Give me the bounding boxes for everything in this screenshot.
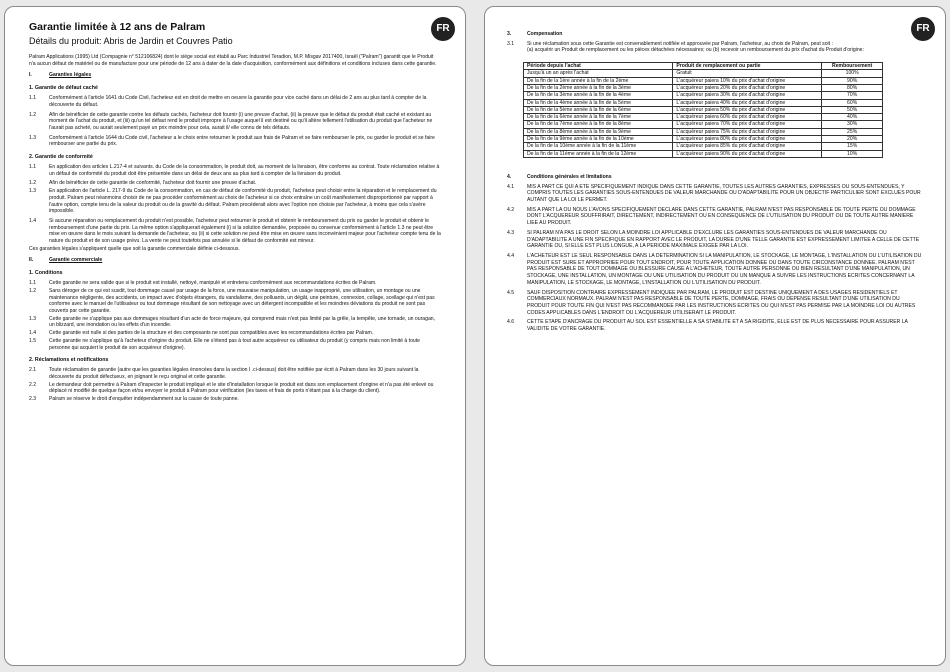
item-number: 1.1 <box>29 164 37 171</box>
table-cell: L'acquéreur paiera 30% du prix d'achat d'origine <box>673 92 822 99</box>
item-number: 1.4 <box>29 330 37 337</box>
list-item <box>507 41 923 54</box>
list-item <box>507 230 923 250</box>
list-hidden-defect <box>29 95 441 148</box>
table-cell: L'acquéreur paiera 70% du prix d'achat d'origine <box>673 121 822 128</box>
document-page-2 <box>484 6 946 666</box>
item-number: 4.3 <box>507 229 515 236</box>
item-text: SAUF DISPOSITION CONTRAIRE EXPRESSEMENT INDIQUEE PAR PALRAM, LE PRODUIT EST DESTINE UNIQUEMENT A DES USAGES RESIDENTIELS ET COMMERCIAUX NORMAUX. PALRAM N'EST PAS RESPONSABLE DE TOUTE PERTE, DOMMAGE, FRAIS OU DEPENSE RESULTANT D'UNE UTILISATION DU PRODUIT POUR TOUTE FIN QUI N'EST PAS RECOMMANDEE PAR LES INSTRUCTIONS ECRITES OU QUI N'EST PAS PERMISE PAR LA MOINDRE LOI OU AUTRES CODES APPLICABLES DANS L'ENDROIT OU L'ACQUEREUR UTILISERAIT LE PRODUIT. <box>527 289 916 316</box>
table-cell: L'acquéreur paiera 75% du prix d'achat d'origine <box>673 128 822 135</box>
intro-paragraph: Palram Applications (1995) Ltd (Compagnie n° 512106824) dont le siège social est établi au Parc Industriel Teradion, M.P. Misgav 2017400, Israël ("Palram") garantit que le Produit n'a aucun défaut de matériel ou de manufacture pour une période de 12 ans à dater de la date d'acquisition, conformément aux définitions et conditions incluses dans cette garantie. <box>29 54 437 67</box>
table-cell: L'acquéreur paiera 90% du prix d'achat d'origine <box>673 150 822 157</box>
item-text: Cette garantie ne s'applique pas aux dommages résultant d'un acte de force majeure, qui comprend mais n'est pas limité par la grêle, la tempête, une tornade, un ouragan, un blizzard, une inondation ou les effets d'un incendie. <box>49 315 436 329</box>
subsection-heading: 2. Réclamations et notifications <box>29 357 109 364</box>
table-cell: L'acquéreur paiera 40% du prix d'achat d'origine <box>673 99 822 106</box>
table-header-row <box>524 63 883 70</box>
section-heading-legal <box>29 72 441 79</box>
item-text: Si aucune réparation ou remplacement du produit n'est possible, l'acheteur peut retourner le produit et obtenir le remboursement du prix ou garder le produit et obtenir le remboursement d'une partie du prix. La même option s'appliquerait également (i) si la solution demandée, proposée ou convenue conformément à l'article 1.3 ne peut être mise en œuvre dans le mois suivant la demande de l'acheteur, ou (ii) si cette solution ne peut être mise en œuvre sans inconvénient majeur pour l'acheteur compte tenu de la nature du produit et de son usage prévu. La vente ne peut toutefois pas annulée si le défaut de conformité est mineur. <box>49 217 441 245</box>
column-header: Période depuis l'achat <box>524 63 673 70</box>
table-cell: De la fin de la 6ème année à la fin de la 7ème <box>524 114 673 121</box>
subsection-heading: 1. Conditions <box>29 270 63 277</box>
column-header: Remboursement <box>822 63 883 70</box>
table-cell: 80% <box>822 85 883 92</box>
table-cell: 10% <box>822 150 883 157</box>
table-cell: De la fin de la 9ème année à la fin de la 10ème <box>524 136 673 143</box>
table-row <box>524 99 883 106</box>
table-body <box>524 70 883 158</box>
compensation-intro: Si une réclamation sous cette Garantie est convenablement notifiée et approuvée par Palram, l'acheteur, au choix de Palram, peut soit : <box>527 40 833 47</box>
table-cell: 30% <box>822 121 883 128</box>
section-number: II. <box>29 257 34 264</box>
item-text: Palram se réserve le droit d'enquêter indépendamment sur la cause de toute panne. <box>49 396 239 403</box>
table-cell: De la fin de la 8ème année à la fin de la 9ème <box>524 128 673 135</box>
item-text: CETTE ETAPE D'ANCRAGE DU PRODUIT AU SOL EST ESSENTIELLE A SA STABILITE ET A SA RIGIDITE, ELLE EST DE PLUS NECESSAIRE POUR ASSURER LA VALIDITE DE VOTRE GARANTIE. <box>527 319 908 333</box>
list-item <box>29 396 441 403</box>
item-number: 1.1 <box>29 95 37 102</box>
language-badge: FR <box>911 17 935 41</box>
item-text: Toute réclamation de garantie (autre que les garanties légales énoncées dans la section I .ci-dessus) doit être notifiée par écrit à Palram dans les 30 jours suivant la découverte du produit défectueux, en joignant le reçu original et cette garantie. <box>49 367 419 380</box>
section-number: 3. <box>507 31 512 37</box>
compensation-table <box>523 62 883 158</box>
item-number: 1.1 <box>29 280 37 287</box>
table-row <box>524 136 883 143</box>
page-subtitle: Détails du produit: Abris de Jardin et Couvres Patio <box>29 36 233 46</box>
list-item <box>507 253 923 287</box>
item-number: 4.5 <box>507 289 515 296</box>
table-row <box>524 143 883 150</box>
item-number: 4.1 <box>507 183 515 190</box>
list-item <box>507 207 923 227</box>
item-text: Cette garantie ne sera valide que si le produit est installé, nettoyé, manipulé et entretenu conformément aux recommandations écrites de Palram. <box>49 280 377 287</box>
list-item <box>29 330 441 337</box>
list-item <box>507 184 923 204</box>
table-cell: 15% <box>822 143 883 150</box>
list-item <box>29 95 441 108</box>
item-number: 1.2 <box>29 111 37 118</box>
list-item <box>29 218 441 245</box>
list-item <box>29 164 441 177</box>
item-text: En application de l'article L. 217-9 du Code de la consommation, en cas de défaut de conformité du produit, l'acheteur peut choisir entre la réparation et le remplacement du produit. Palram peut néanmoins choisir de ne pas procéder conformément au choix de l'acheteur si ce choix entraîne un coût manifestement disproportionné par rapport à l'autre option, compte tenu de la valeur du produit ou de la gravité du défaut. Palram procéderait alors avec l'option non choisie par l'acheteur, à moins que cela s'avère impossible. <box>49 188 437 215</box>
table-cell: 70% <box>822 92 883 99</box>
item-number: 1.3 <box>29 315 37 322</box>
table-cell: De la fin de la 4ème année à la fin de la 5ème <box>524 99 673 106</box>
item-text: SI PALRAM N'A PAS LE DROIT SELON LA MOINDRE LOI APPLICABLE D'EXCLURE LES GARANTIES SOUS-ENTENDUES DE VALEUR MARCHANDE OU D'ADAPTABILITE A UNE FIN SPECIFIQUE EN RAPPORT AVEC LE PRODUIT, LA DUREE D'UNE TELLE GARANTIE EST EXPRESSEMENT LIMITEE A CELLE DE CETTE GARANTIE OU, SI ELLE EST PLUS LONGUE, A LA PERIODE MAXIMALE EXIGEE PAR LA LOI. <box>527 229 920 250</box>
section-number: I. <box>29 72 32 79</box>
table-cell: 100% <box>822 70 883 77</box>
table-cell: 60% <box>822 99 883 106</box>
table-cell: L'acquéreur paiera 60% du prix d'achat d'origine <box>673 114 822 121</box>
list-item <box>507 290 923 317</box>
table-cell: De la fin de la 5ème année à la fin de la 6ème <box>524 106 673 113</box>
table-row <box>524 77 883 84</box>
document-page-1 <box>4 6 466 666</box>
table-cell: 50% <box>822 106 883 113</box>
table-row <box>524 128 883 135</box>
section-heading-compensation <box>507 31 923 38</box>
table-cell: Gratuit <box>673 70 822 77</box>
table-cell: De la fin de la 1ère année à la fin de la 2ème <box>524 77 673 84</box>
subsection-heading: 2. Garantie de conformité <box>29 154 93 161</box>
table-cell: De la fin de la 2ème année à la fin de la 3ème <box>524 85 673 92</box>
compensation-options: (a) acquérir un Produit de remplacement ou les pièces détachées nécessaires; ou (b) recevoir un remboursement du prix d'achat du Produit d'origine: <box>527 47 864 54</box>
item-text: L'ACHETEUR EST LE SEUL RESPONSABLE DANS LA DETERMINATION SI LA MANIPULATION, LE STOCKAGE, LE MONTAGE, L'INSTALLATION OU L'UTILISATION DU PRODUIT EST SURE ET APPROPRIEE POUR TOUT ENDROIT, POUR TOUTE APPLICATION DONNEE OU DANS TOUTE CIRCONSTANCE DONNEE. PALRAM N'EST PAS RESPONSABLE DE TOUT DOMMAGE OU BLESSURE CAUSE A L'ACHETEUR, TOUTE AUTRE PERSONNE OU BIEN RESULTANT D'UNE MANIPULATION, UN STOCKAGE, UNE INSTALLATION, UN MONTAGE OU UNE UTILISATION DU PRODUIT OU UN MANQUE A SUIVRE LES INSTRUCTIONS ECRITES CONCERNANT LA MANIPULATION, LE STOCKAGE, LE MONTAGE, L'INSTALLATION OU L'UTILISATION DU PRODUIT. <box>527 253 922 286</box>
table-row <box>524 150 883 157</box>
column-header: Produit de remplacement ou partie <box>673 63 822 70</box>
item-text: Afin de bénéficier de cette garantie contre les défauts cachés, l'acheteur doit fournir (i) une preuve d'achat, (ii) la preuve que le défaut du produit était caché et existant au moment de l'achat du produit, et (iii) qu'un tel défaut rend le produit impropre à l'usage auquel il est destiné ou qu'il altère tellement l'utilisation du produit que l'acheteur ne l'aurait pas acheté, ou aurait seulement payé un prix moindre pour cela, aurait il/ elle connu de tels défauts. <box>49 111 433 131</box>
table-cell: De la fin de la 10ème année à la fin de la 11ème <box>524 143 673 150</box>
table-cell: 20% <box>822 136 883 143</box>
table-cell: L'acquéreur paiera 10% du prix d'achat d'origine <box>673 77 822 84</box>
table-row <box>524 106 883 113</box>
table-cell: L'acquéreur paiera 85% du prix d'achat d'origine <box>673 143 822 150</box>
table-cell: Jusqu'à un an après l'achat <box>524 70 673 77</box>
list-item <box>29 338 441 351</box>
table-row <box>524 92 883 99</box>
section-title: Garantie commerciale <box>49 257 103 264</box>
item-number: 2.1 <box>29 367 37 374</box>
item-number: 2.2 <box>29 381 37 388</box>
table-cell: 40% <box>822 114 883 121</box>
table-cell: De la fin de la 11ème année à la fin de la 12ème <box>524 150 673 157</box>
list-item <box>507 319 923 332</box>
section-title: Garanties légales <box>49 72 92 79</box>
list-item <box>29 180 441 187</box>
table-cell: De la fin de la 3ème année à la fin de la 4ème <box>524 92 673 99</box>
item-number: 2.3 <box>29 396 37 403</box>
item-text: Conformément à l'article 1641 du Code Civil, l'acheteur est en droit de mettre en oeuvre la garantie pour vice caché dans un délai de 2 ans au plus tard à compter de la découverte du défaut. <box>49 95 427 108</box>
list-general-conditions <box>507 184 923 333</box>
section-heading-commercial <box>29 257 441 264</box>
table-cell: 25% <box>822 128 883 135</box>
item-number: 1.5 <box>29 337 37 344</box>
list-item <box>29 316 441 329</box>
item-text: MIS A PART LA OU NOUS L'AVONS SPECIFIQUEMENT DECLARE DANS CETTE GARANTIE, PALRAM N'EST PAS RESPONSABLE DE TOUTE PERTE OU DOMMAGE DONT L'ACQUEREUR SOUFFRIRAIT, DIRECTEMENT, INDIRECTEMENT OU EN CONSEQUENCE DE L'UTILISATION DU PRODUIT OU DE TOUTE AUTRE MANIERE LIEE AU PRODUIT. <box>527 206 916 227</box>
language-badge: FR <box>431 17 455 41</box>
item-text: Conformément à l'article 1644 du Code civil, l'acheteur a le choix entre retourner le produit aux frais de Palram et se faire rembourser le prix, ou garder le produit et se faire rembourser une partie du prix. <box>49 134 435 148</box>
list-conformity <box>29 164 441 245</box>
item-text: Le demandeur doit permettre à Palram d'inspecter le produit impliqué et le site d'installation lorsque le produit est dans son emplacement d'origine et n'a pas été enlevé ou déplacé ni modifié de quelque façon et/ou envoyer le produit à Palram pour vérification (les taxes et frais de ports n'étant pas à la charge du client). <box>49 381 434 395</box>
section-number: 4. <box>507 173 512 180</box>
table-row <box>524 121 883 128</box>
list-claims <box>29 367 441 403</box>
item-number: 1.2 <box>29 287 37 294</box>
list-conditions <box>29 280 441 351</box>
item-number: 1.3 <box>29 134 37 141</box>
item-number: 1.2 <box>29 180 37 187</box>
item-number: 4.2 <box>507 206 515 213</box>
list-item <box>29 382 441 395</box>
item-text: En application des articles L.217-4 et suivants. du Code de la consommation, le produit doit, au moment de la livraison, être conforme au contrat. Toute réclamation relative à un défaut de conformité du produit doit être présentée dans un délai de deux ans au plus tard à compter de la livraison du produit. <box>49 164 440 177</box>
item-text <box>527 41 923 54</box>
item-text: Cette garantie ne s'applique qu'à l'acheteur d'origine du produit. Elle ne s'étend pas à tout autre acquéreur ou utilisateur du produit (y compris mais non limité à toute personne qui acquiert le produit de son acquéreur d'origine). <box>49 337 420 351</box>
table-row <box>524 114 883 121</box>
item-number: 1.3 <box>29 188 37 195</box>
item-text: MIS A PART CE QUI A ETE SPECIFIQUEMENT INDIQUE DANS CETTE GARANTIE, TOUTES LES AUTRES GARANTIES, EXPRESSES OU SOUS-ENTENDUES, Y COMPRIS TOUTES LES GARANTIES SOUS-ENTENDUES DE VALEUR MARCHANDE OU D'ADAPTABILITE POUR UN OBJECTIF PARTICULIER SONT EXCLUES POUR AUTANT QUE LA LOI LE PERMET. <box>527 183 921 204</box>
list-item <box>29 288 441 315</box>
section-title: Conditions générales et limitations <box>527 173 612 180</box>
section-heading-general-conditions <box>507 174 923 181</box>
list-item <box>29 112 441 132</box>
table-cell: De la fin de la 7ème année à la fin de la 8ème <box>524 121 673 128</box>
list-item <box>29 280 441 287</box>
table-cell: 90% <box>822 77 883 84</box>
table-cell: L'acquéreur paiera 50% du prix d'achat d'origine <box>673 106 822 113</box>
page-title: Garantie limitée à 12 ans de Palram <box>29 21 206 33</box>
section-title: Compensation <box>527 31 563 37</box>
table-row <box>524 70 883 77</box>
item-text: Sans déroger de ce qui est susdit, tout dommage causé par usage de la force, une mauvaise manipulation, un usage inapproprié, une utilisation, un montage ou une maintenance négligente, des accidents, un impact avec d'objets étrangers, du vandalisme, des polluants, un dégât, une peinture, connexion, collage, scellage qui n'est pas conforme avec le manuel de l'utilisateur ou tout dommage résultant de son nettoyage avec un détergent incompatible et les moindres déviations du produit ne sont pas couverts par cette garantie. <box>49 287 435 314</box>
subsection-heading: 1. Garantie de défaut caché <box>29 85 98 92</box>
list-item <box>29 188 441 215</box>
item-text: Afin de bénéficier de cette garantie de conformité, l'acheteur doit fournir une preuve d'achat. <box>49 180 257 187</box>
item-number: 3.1 <box>507 40 515 47</box>
legal-note: Ces garanties légales s'appliquent quelle que soit la garantie commerciale définie ci-dessous. <box>29 245 240 252</box>
list-item <box>29 367 441 380</box>
table-row <box>524 85 883 92</box>
item-number: 1.4 <box>29 217 37 224</box>
table-cell: L'acquéreur paiera 80% du prix d'achat d'origine <box>673 136 822 143</box>
item-text: Cette garantie est nulle si des parties de la structure et des composants ne sont pas compatibles avec les recommandations écrites par Palram. <box>49 330 374 337</box>
table-cell: L'acquéreur paiera 20% du prix d'achat d'origine <box>673 85 822 92</box>
item-number: 4.4 <box>507 253 515 259</box>
item-number: 4.6 <box>507 319 515 326</box>
list-item <box>29 135 441 148</box>
